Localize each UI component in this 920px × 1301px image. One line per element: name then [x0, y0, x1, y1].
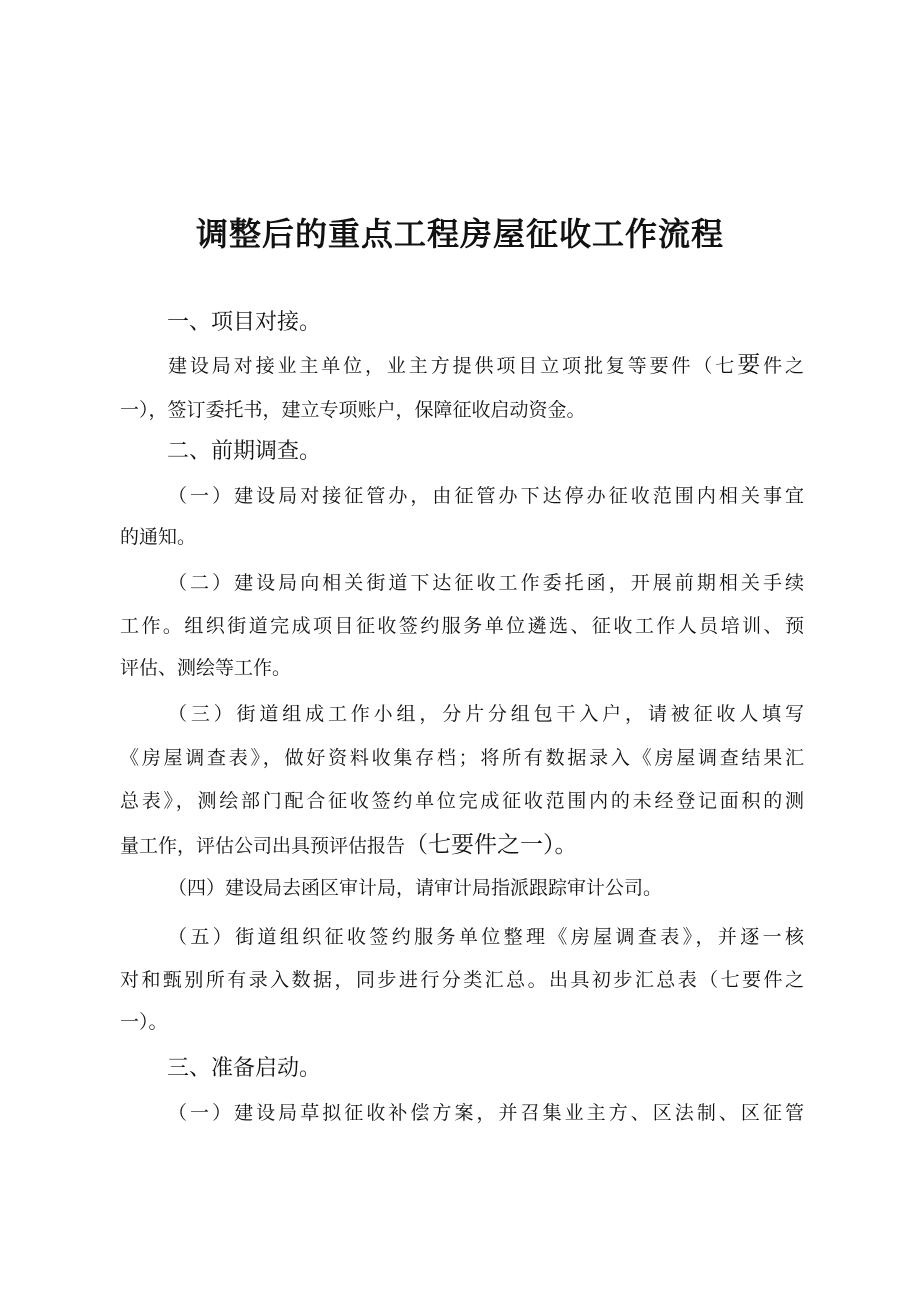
- paragraph-line: [120, 830, 804, 861]
- paragraph-line: （一）建设局草拟征收补偿方案，并召集业主方、区法制、区征管: [168, 1102, 804, 1124]
- document-title: 调整后的重点工程房屋征收工作流程: [195, 215, 724, 253]
- paragraph-line: 工作。组织街道完成项目征收签约服务单位遴选、征收工作人员培训、预: [120, 615, 804, 637]
- paragraph-line: 一）。: [120, 1011, 168, 1033]
- paragraph-line: 总表》，测绘部门配合征收签约单位完成征收范围内的未经登记面积的测: [120, 790, 804, 812]
- paragraph-line: 一），签订委托书，建立专项账户，保障征收启动资金。: [120, 399, 586, 421]
- text-segment: 建设局对接业主单位，业主方提供项目立项批复等要件（七: [168, 355, 738, 377]
- emphasized-text: （七要件之一）。: [405, 832, 578, 858]
- paragraph-line: [168, 350, 804, 381]
- paragraph-line: （一）建设局对接征管办，由征管办下达停办征收范围内相关事宜: [168, 485, 804, 507]
- paragraph-line: （四）建设局去函区审计局，请审计局指派跟踪审计公司。: [168, 877, 663, 899]
- paragraph-line: 对和甄别所有录入数据，同步进行分类汇总。出具初步汇总表（七要件之: [120, 969, 804, 991]
- paragraph-line: （三）街道组成工作小组，分片分组包干入户，请被征收人填写: [168, 703, 804, 725]
- text-segment: 量工作，评估公司出具预评估报告: [120, 835, 406, 857]
- paragraph-line: 评估、测绘等工作。: [120, 657, 292, 679]
- emphasized-text: 要: [737, 352, 764, 378]
- paragraph-line: 《房屋调查表》，做好资料收集存档；将所有数据录入《房屋调查结果汇: [120, 747, 804, 769]
- paragraph-line: （五）街道组织征收签约服务单位整理《房屋调查表》，并逐一核: [168, 926, 804, 948]
- section-heading-preliminary-survey: 二、前期调查。: [167, 439, 322, 464]
- text-segment: 件之: [763, 355, 804, 377]
- paragraph-line: 的通知。: [120, 526, 197, 548]
- section-heading-project-docking: 一、项目对接。: [167, 310, 322, 335]
- section-heading-preparation-launch: 三、准备启动。: [167, 1056, 322, 1081]
- paragraph-line: （二）建设局向相关街道下达征收工作委托函，开展前期相关手续: [168, 572, 804, 594]
